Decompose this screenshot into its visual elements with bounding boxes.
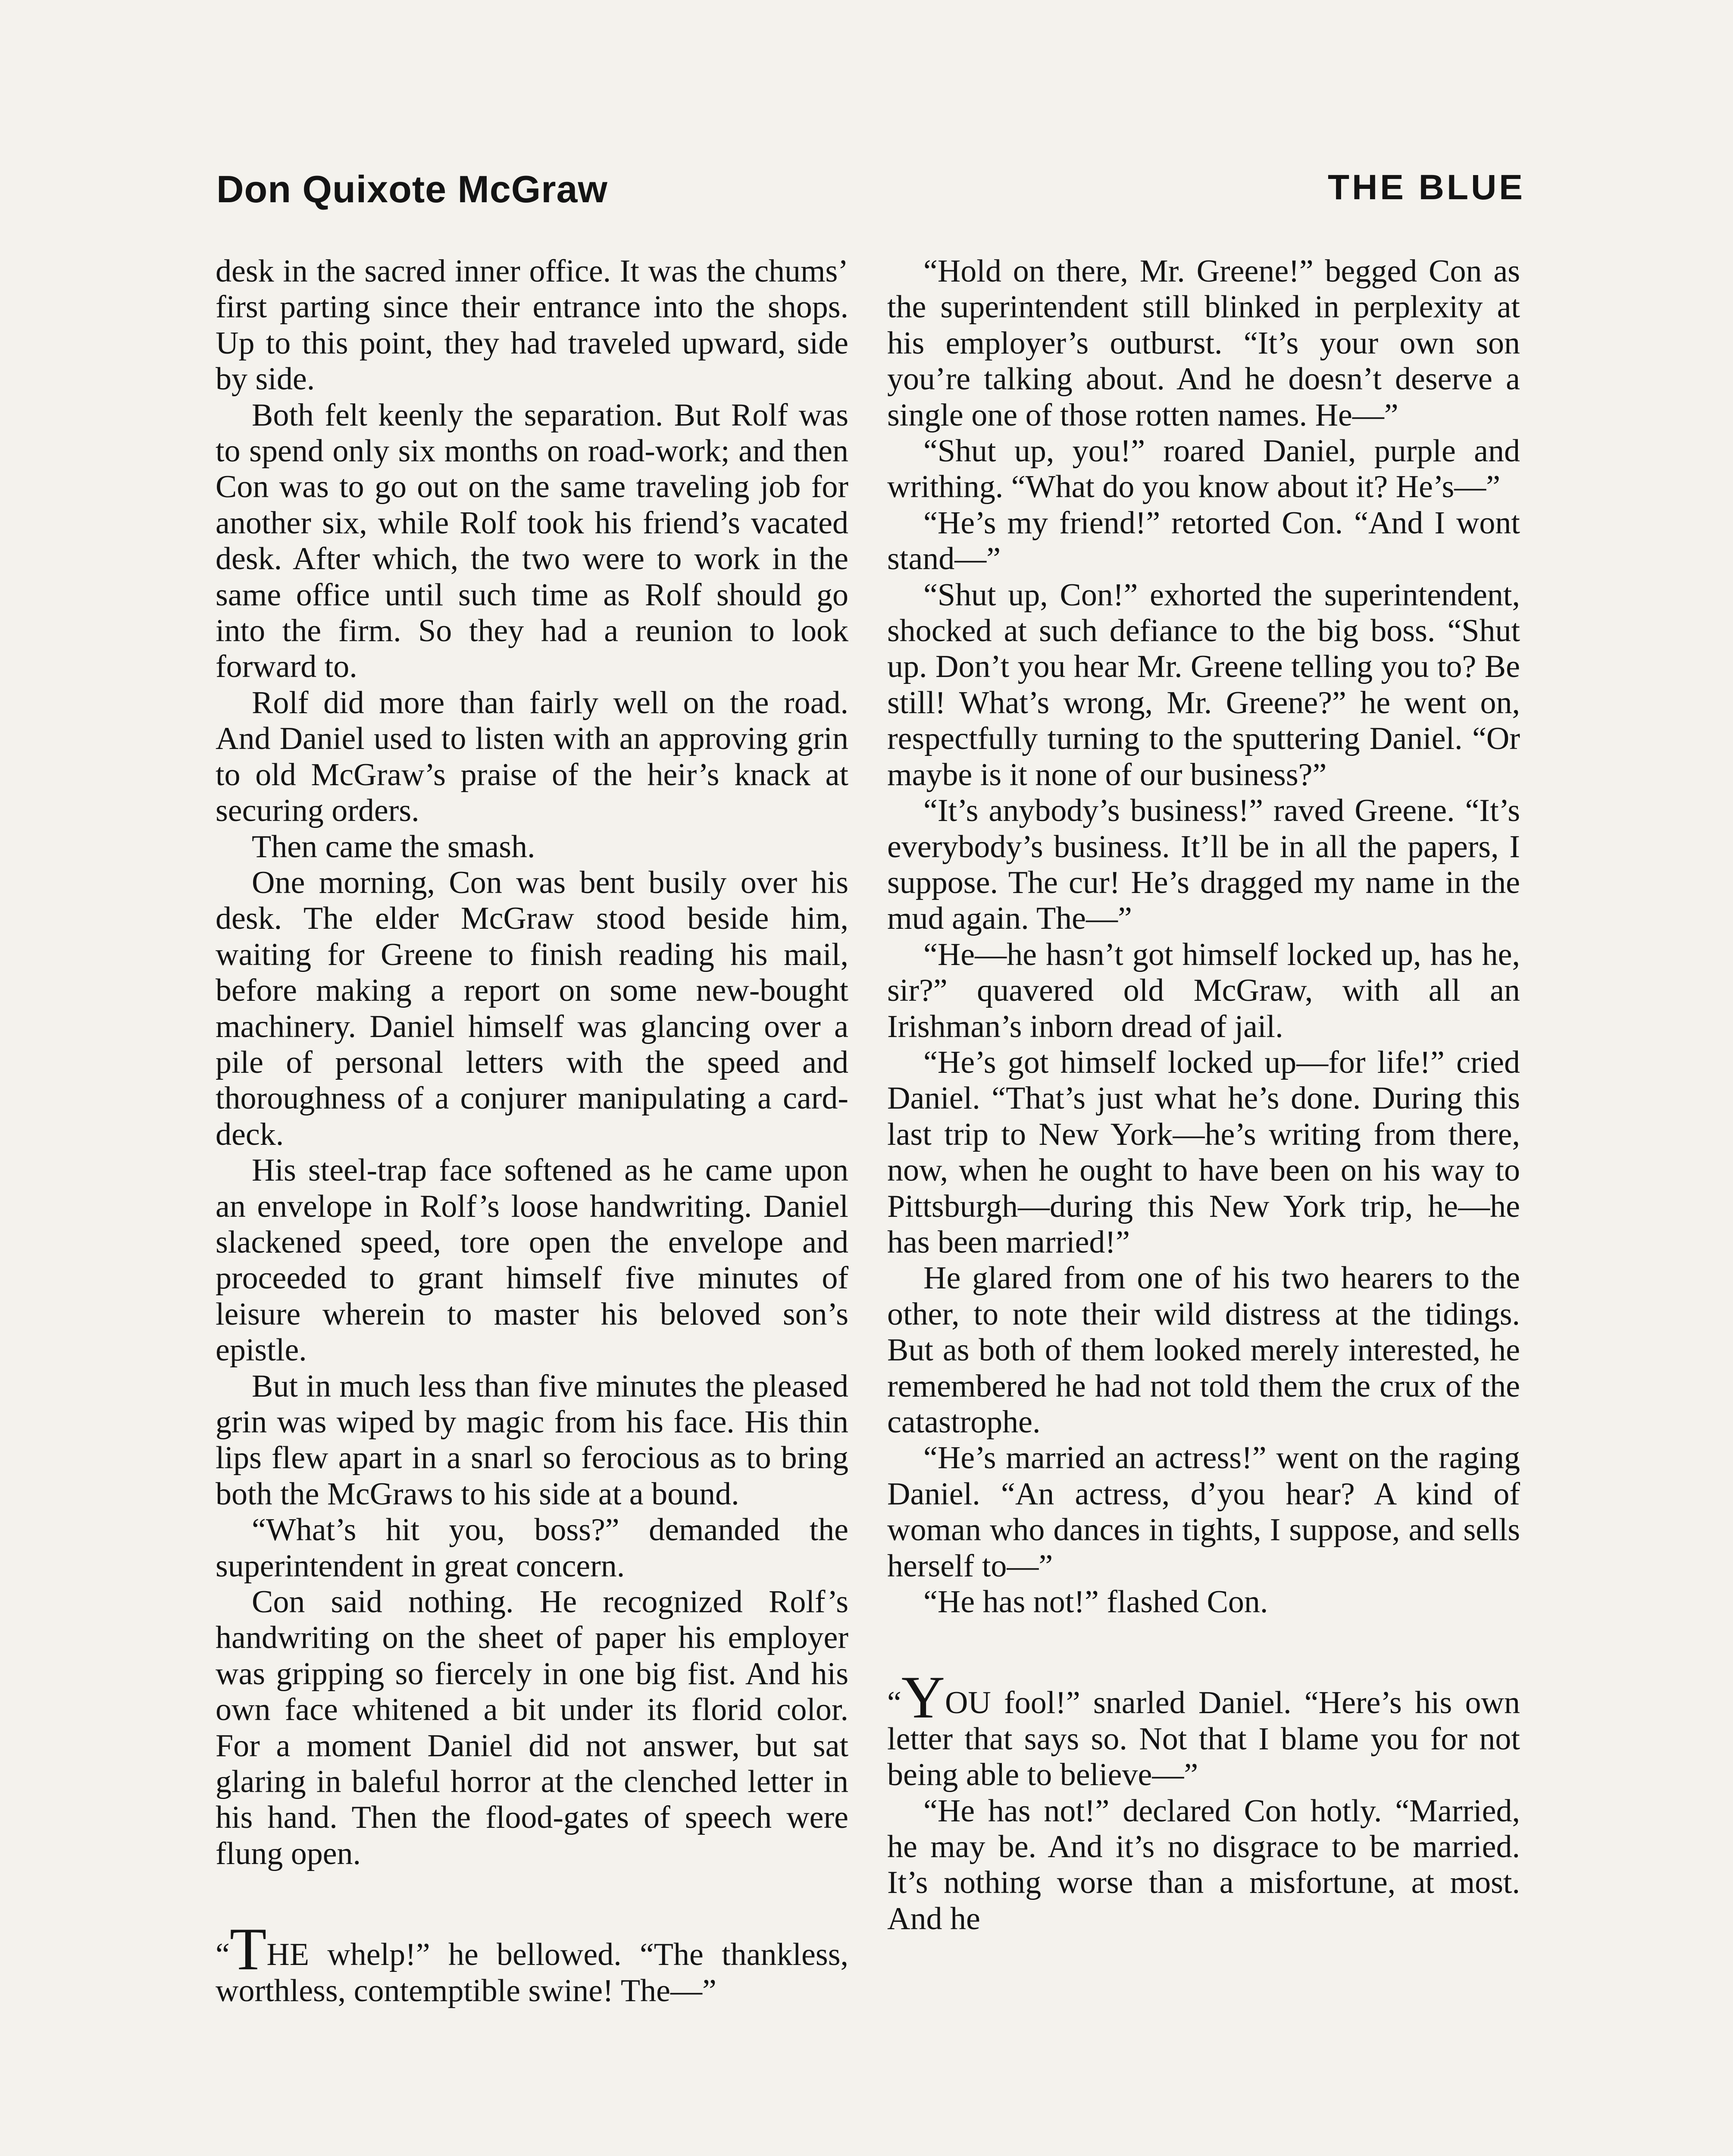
paragraph-text: desk in the sacred inner office. It was the chums’ first parting since their entrance into the shops. Up to this point, they had traveled upward, side by side.: [216, 254, 848, 397]
left-text-column: [216, 254, 848, 2009]
paragraph: [887, 505, 1520, 577]
paragraph: [887, 793, 1520, 937]
paragraph: [216, 398, 848, 685]
paragraph: [887, 1584, 1520, 1620]
drop-initial: T: [229, 1916, 267, 1983]
paragraph: [887, 1793, 1520, 1937]
right-text-column: [887, 254, 1520, 1937]
paragraph: [887, 937, 1520, 1045]
paragraph: [887, 1440, 1520, 1584]
paragraph-text: One morning, Con was bent busily over his desk. The elder McGraw stood beside him, waiting for Greene to finish reading his mail, before making a report on some new-bought machinery. Daniel himself was glancing over a pile of personal letters with the speed and thoroughness of a conjurer manipulating a card-deck.: [216, 865, 848, 1152]
paragraph: [216, 1584, 848, 1872]
paragraph-text: “He—he hasn’t got himself locked up, has he, sir?” quavered old McGraw, with all an Irishman’s inborn dread of jail.: [887, 937, 1520, 1044]
paragraph: [216, 1369, 848, 1513]
paragraph-text: Con said nothing. He recognized Rolf’s handwriting on the sheet of paper his employer was gripping so fiercely in one big fist. And his own face whitened a bit under its florid color. For a moment Daniel did not answer, but sat glaring in baleful horror at the clenched letter in his hand. Then the flood-gates of speech were flung open.: [216, 1584, 848, 1871]
paragraph-text: “It’s anybody’s business!” raved Greene. “It’s everybody’s business. It’ll be in all the papers, I suppose. The cur! He’s dragged my name in the mud again. The—”: [887, 793, 1520, 937]
paragraph: [216, 829, 848, 865]
paragraph-text: OU fool!” snarled Daniel. “Here’s his own letter that says so. Not that I blame you for not being able to believe—”: [887, 1685, 1520, 1793]
paragraph-text: “Shut up, Con!” exhorted the superintendent, shocked at such defiance to the big boss. “Shut up. Don’t you hear Mr. Greene telling you to? Be still! What’s wrong, Mr. Greene?” he went on, respectfully turning to the sputtering Daniel. “Or maybe is it none of our business?”: [887, 577, 1520, 793]
paragraph: [216, 254, 848, 398]
running-head-magazine: THE BLUE: [1328, 168, 1525, 207]
paragraph-text: “He’s got himself locked up—for life!” cried Daniel. “That’s just what he’s done. During this last trip to New York—he’s writing from there, now, when he ought to have been on his way to Pittsburgh—during this New York trip, he—he has been married!”: [887, 1044, 1520, 1260]
paragraph-text: “He has not!” flashed Con.: [923, 1584, 1268, 1620]
paragraph-text: “Hold on there, Mr. Greene!” begged Con as the superintendent still blinked in perplexity at his employer’s outburst. “It’s your own son you’re talking about. And he doesn’t deserve a single one of those rotten names. He—”: [887, 254, 1520, 433]
paragraph: [887, 1664, 1520, 1793]
paragraph: [216, 1916, 848, 2009]
paragraph-text: Both felt keenly the separation. But Rolf was to spend only six months on road-work; and then Con was to go out on the same traveling job for another six, while Rolf took his friend’s vacated desk. After which, the two were to work in the same office until such time as Rolf should go into the firm. So they had a reunion to look forward to.: [216, 397, 848, 685]
paragraph-text: Rolf did more than fairly well on the road. And Daniel used to listen with an approving grin to old McGraw’s praise of the heir’s knack at securing orders.: [216, 685, 848, 829]
paragraph-text: Then came the smash.: [252, 829, 535, 865]
paragraph-text: But in much less than five minutes the pleased grin was wiped by magic from his face. His thin lips flew apart in a snarl so ferocious as to bring both the McGraws to his side at a bound.: [216, 1368, 848, 1512]
paragraph-text: “What’s hit you, boss?” demanded the superintendent in great concern.: [216, 1512, 848, 1584]
paragraph-text: His steel-trap face softened as he came upon an envelope in Rolf’s loose handwriting. Daniel slackened speed, tore open the envelope and proceeded to grant himself five minutes of leisure wherein to master his beloved son’s epistle.: [216, 1153, 848, 1368]
paragraph-text: “He has not!” declared Con hotly. “Married, he may be. And it’s no disgrace to be married. It’s nothing worse than a misfortune, at most. And he: [887, 1793, 1520, 1937]
paragraph: [887, 433, 1520, 505]
paragraph: [216, 1153, 848, 1368]
paragraph: [216, 685, 848, 829]
opening-quote: “: [887, 1685, 901, 1721]
paragraph: [887, 1260, 1520, 1440]
paragraph-text: “Shut up, you!” roared Daniel, purple and writhing. “What do you know about it? He’s—”: [887, 433, 1520, 505]
paragraph-text: “He’s married an actress!” went on the raging Daniel. “An actress, d’you hear? A kind of woman who dances in tights, I suppose, and sells herself to—”: [887, 1440, 1520, 1584]
paragraph-text: HE whelp!” he bellowed. “The thankless, worthless, contemptible swine! The—”: [216, 1937, 848, 2009]
paragraph-text: He glared from one of his two hearers to the other, to note their wild distress at the tidings. But as both of them looked merely interested, he remembered he had not told them the crux of the catastrophe.: [887, 1260, 1520, 1440]
paragraph: [887, 1045, 1520, 1260]
paragraph: [887, 577, 1520, 793]
paragraph-text: “He’s my friend!” retorted Con. “And I wont stand—”: [887, 505, 1520, 577]
running-head-title: Don Quixote McGraw: [216, 168, 608, 210]
drop-initial: Y: [901, 1664, 945, 1731]
paragraph: [216, 865, 848, 1153]
paragraph: [216, 1512, 848, 1584]
paragraph: [887, 254, 1520, 433]
opening-quote: “: [216, 1937, 230, 1973]
